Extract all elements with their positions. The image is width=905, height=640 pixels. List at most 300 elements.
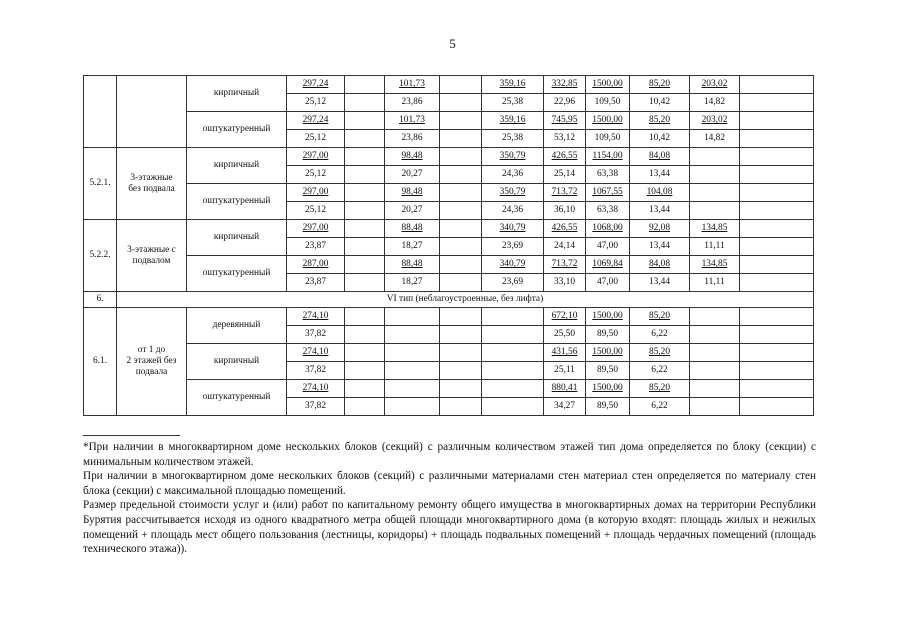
share-value: [440, 166, 482, 184]
cost-value-text: 1500,00: [592, 79, 623, 89]
share-value: [287, 362, 345, 380]
row-description: [117, 148, 187, 220]
cost-value: [385, 256, 440, 274]
cost-value-text: 85,20: [648, 115, 671, 125]
cost-value: [630, 148, 690, 166]
share-value: [440, 398, 482, 416]
cost-value: [482, 344, 544, 362]
cost-value-text: 287,00: [302, 259, 329, 269]
cost-value: [345, 220, 385, 238]
cost-value-text: 274,10: [302, 383, 329, 393]
share-value-text: 89,50: [596, 329, 619, 339]
wall-material: кирпичный: [187, 148, 287, 184]
share-value-text: 18,27: [401, 277, 423, 287]
cost-value: [440, 112, 482, 130]
share-value: [345, 362, 385, 380]
share-value-text: 53,12: [553, 133, 576, 143]
share-value: [482, 202, 544, 220]
cost-value-text: 1069,84: [592, 259, 623, 269]
share-value: [287, 94, 345, 112]
cost-value: [690, 76, 740, 94]
share-value: [385, 94, 440, 112]
cost-value: [482, 148, 544, 166]
share-value: [690, 326, 740, 344]
cost-value-text: 203,02: [701, 115, 728, 125]
cost-value: [690, 380, 740, 398]
cost-value: [740, 76, 814, 94]
table-row: [84, 112, 814, 130]
cost-value-text: 1500,00: [592, 347, 623, 357]
share-value: [440, 238, 482, 256]
wall-material: оштукатуренный: [187, 184, 287, 220]
share-value: [287, 398, 345, 416]
cost-value: [385, 184, 440, 202]
cost-value: [385, 220, 440, 238]
cost-value-text: 297,24: [302, 115, 329, 125]
share-value: [740, 202, 814, 220]
cost-value-text: 134,85: [701, 259, 728, 269]
share-value: [586, 166, 630, 184]
row-code: 6.: [84, 292, 117, 308]
cost-value: [482, 184, 544, 202]
table-row: [84, 184, 814, 202]
cost-value: [690, 220, 740, 238]
share-value-text: 34,27: [553, 401, 576, 411]
share-value: [740, 166, 814, 184]
row-description: [117, 220, 187, 292]
share-value: [287, 130, 345, 148]
share-value: [544, 202, 586, 220]
share-value-text: 37,82: [304, 329, 327, 339]
cost-value: [690, 112, 740, 130]
share-value-text: 33,10: [553, 277, 576, 287]
cost-value-text: 88,48: [401, 259, 423, 269]
share-value-text: 89,50: [596, 401, 619, 411]
share-value-text: 25,38: [501, 97, 524, 107]
share-value: [287, 326, 345, 344]
footnote-paragraph: Размер предельной стоимости услуг и (или) работ по капитальному ремонту общего имущества в многоквартирных домах на территории Республики Бурятия рассчитывается исходя из одного квадратного метра общей площади многоквартирного дома (в которую входят: площадь жилых и нежилых помещений + площадь мест общего пользования (лестницы, коридоры) + площадь подвальных помещений + площадь чердачных помещений (площадь технического этажа)).: [83, 499, 816, 556]
share-value: [385, 274, 440, 292]
share-value-text: 47,00: [596, 241, 619, 251]
cost-value: [586, 308, 630, 326]
share-value-text: 13,44: [648, 241, 671, 251]
share-value-text: 10,42: [648, 97, 671, 107]
share-value: [690, 202, 740, 220]
share-value-text: 63,38: [596, 169, 619, 179]
share-value: [544, 238, 586, 256]
cost-value-text: 85,20: [648, 347, 671, 357]
cost-value: [630, 344, 690, 362]
cost-value-text: 426,55: [551, 151, 578, 161]
cost-value-text: 84,08: [648, 259, 671, 269]
cost-value-text: 297,00: [302, 223, 329, 233]
cost-value: [385, 308, 440, 326]
cost-value: [630, 256, 690, 274]
share-value: [287, 274, 345, 292]
share-value: [345, 398, 385, 416]
cost-value-text: 713,72: [551, 259, 578, 269]
share-value-text: 37,82: [304, 401, 327, 411]
cost-value: [440, 148, 482, 166]
share-value: [586, 274, 630, 292]
share-value-text: 25,12: [304, 169, 327, 179]
share-value: [287, 238, 345, 256]
cost-value: [544, 256, 586, 274]
cost-value: [544, 308, 586, 326]
cost-value: [345, 112, 385, 130]
wall-material: кирпичный: [187, 344, 287, 380]
cost-value-text: 431,56: [551, 347, 578, 357]
cost-value: [630, 184, 690, 202]
cost-value: [690, 344, 740, 362]
table-row: [84, 256, 814, 274]
share-value-text: 63,38: [596, 205, 619, 215]
share-value-text: 20,27: [401, 205, 423, 215]
cost-value: [544, 344, 586, 362]
cost-value: [345, 76, 385, 94]
share-value-text: 10,42: [648, 133, 671, 143]
cost-value: [345, 148, 385, 166]
share-value: [740, 130, 814, 148]
footnote-rule: [83, 435, 180, 436]
share-value: [287, 166, 345, 184]
cost-value: [482, 220, 544, 238]
cost-value: [740, 256, 814, 274]
cost-value: [586, 112, 630, 130]
cost-value: [345, 380, 385, 398]
cost-value: [287, 256, 345, 274]
table-row: [84, 148, 814, 166]
cost-value: [740, 148, 814, 166]
cost-value: [345, 184, 385, 202]
share-value: [345, 326, 385, 344]
cost-value: [440, 76, 482, 94]
share-value: [544, 94, 586, 112]
cost-value: [385, 148, 440, 166]
page-number: 5: [449, 36, 456, 51]
share-value-text: 24,36: [501, 205, 524, 215]
cost-value-text: 88,48: [401, 223, 423, 233]
cost-value: [440, 184, 482, 202]
share-value: [630, 398, 690, 416]
share-value-text: 25,12: [304, 97, 327, 107]
wall-material: оштукатуренный: [187, 256, 287, 292]
cost-value: [630, 380, 690, 398]
table-row: [84, 344, 814, 362]
share-value: [586, 94, 630, 112]
share-value: [385, 202, 440, 220]
share-value: [287, 202, 345, 220]
cost-value: [544, 220, 586, 238]
share-value-text: 89,50: [596, 365, 619, 375]
share-value: [482, 94, 544, 112]
share-value: [345, 130, 385, 148]
share-value: [586, 326, 630, 344]
share-value: [385, 166, 440, 184]
share-value: [586, 362, 630, 380]
cost-value-text: 1068,00: [592, 223, 623, 233]
share-value-text: 14,82: [703, 97, 726, 107]
share-value: [544, 362, 586, 380]
share-value: [630, 202, 690, 220]
row-description: [117, 76, 187, 148]
share-value-text: 25,12: [304, 133, 327, 143]
share-value: [482, 166, 544, 184]
cost-value: [385, 344, 440, 362]
share-value-text: 20,27: [401, 169, 423, 179]
share-value: [690, 362, 740, 380]
share-value: [345, 202, 385, 220]
cost-value: [345, 344, 385, 362]
cost-value: [740, 308, 814, 326]
cost-value-text: 101,73: [399, 79, 425, 89]
cost-value-text: 1067,55: [592, 187, 623, 197]
share-value-text: 18,27: [401, 241, 423, 251]
footnote-paragraph: При наличии в многоквартирном доме нескольких блоков (секций) с различными материалами стен материал стен определяется по материалу стен блока (секции) с максимальной площадью помещений.: [83, 470, 816, 497]
wall-material: кирпичный: [187, 220, 287, 256]
cost-value-text: 713,72: [551, 187, 578, 197]
cost-value: [586, 184, 630, 202]
share-value: [740, 274, 814, 292]
share-value: [544, 398, 586, 416]
row-code: 5.2.1.: [84, 148, 117, 220]
share-value: [630, 130, 690, 148]
share-value-text: 14,82: [703, 133, 726, 143]
wall-material: кирпичный: [187, 76, 287, 112]
share-value: [690, 130, 740, 148]
share-value: [740, 94, 814, 112]
footnotes: [83, 440, 816, 557]
share-value: [440, 274, 482, 292]
share-value-text: 6,22: [651, 365, 668, 375]
description-line: без подвала: [128, 183, 175, 194]
cost-value-text: 203,02: [701, 79, 728, 89]
share-value: [690, 94, 740, 112]
cost-value-text: 85,20: [648, 383, 671, 393]
cost-value-text: 1500,00: [592, 383, 623, 393]
cost-value: [544, 184, 586, 202]
cost-value: [482, 308, 544, 326]
cost-value-text: 134,85: [701, 223, 728, 233]
cost-value-text: 340,79: [499, 259, 526, 269]
share-value-text: 13,44: [648, 205, 671, 215]
cost-value: [630, 112, 690, 130]
cost-value-text: 101,73: [399, 115, 425, 125]
cost-value-text: 1154,00: [592, 151, 623, 161]
cost-value: [287, 344, 345, 362]
share-value-text: 109,50: [594, 97, 621, 107]
share-value: [630, 326, 690, 344]
share-value: [544, 274, 586, 292]
share-value-text: 37,82: [304, 365, 327, 375]
cost-value: [345, 308, 385, 326]
cost-value-text: 350,79: [499, 151, 526, 161]
share-value-text: 23,86: [401, 133, 423, 143]
cost-value: [544, 148, 586, 166]
share-value: [586, 130, 630, 148]
cost-value-text: 85,20: [648, 79, 671, 89]
row-description: [117, 308, 187, 416]
cost-value: [586, 76, 630, 94]
cost-value: [482, 112, 544, 130]
share-value-text: 23,86: [401, 97, 423, 107]
cost-value: [482, 76, 544, 94]
cost-value: [630, 220, 690, 238]
share-value-text: 23,69: [501, 241, 524, 251]
cost-value: [440, 380, 482, 398]
share-value: [440, 202, 482, 220]
cost-value: [287, 112, 345, 130]
share-value-text: 25,12: [304, 205, 327, 215]
share-value: [630, 274, 690, 292]
share-value: [482, 238, 544, 256]
share-value-text: 47,00: [596, 277, 619, 287]
share-value: [630, 238, 690, 256]
cost-value: [630, 308, 690, 326]
cost-value: [690, 308, 740, 326]
share-value-text: 11,11: [704, 241, 725, 251]
cost-value-text: 98,48: [401, 187, 423, 197]
cost-value: [544, 112, 586, 130]
description-line: 3-этажные: [130, 172, 173, 183]
cost-value-text: 84,08: [648, 151, 671, 161]
share-value: [482, 326, 544, 344]
share-value: [740, 326, 814, 344]
cost-value: [385, 380, 440, 398]
cost-value: [740, 112, 814, 130]
share-value: [690, 398, 740, 416]
cost-value: [385, 112, 440, 130]
cost-value: [740, 344, 814, 362]
share-value: [440, 362, 482, 380]
share-value: [690, 166, 740, 184]
share-value: [345, 166, 385, 184]
share-value: [385, 362, 440, 380]
cost-value-text: 340,79: [499, 223, 526, 233]
share-value: [586, 202, 630, 220]
cost-value: [287, 380, 345, 398]
share-value-text: 23,87: [304, 277, 327, 287]
share-value: [740, 238, 814, 256]
cost-value-text: 350,79: [499, 187, 526, 197]
share-value-text: 13,44: [648, 277, 671, 287]
cost-value: [385, 76, 440, 94]
cost-value: [690, 184, 740, 202]
share-value: [385, 326, 440, 344]
cost-value-text: 297,00: [302, 187, 329, 197]
table-row: [84, 220, 814, 238]
share-value: [544, 326, 586, 344]
share-value-text: 36,10: [553, 205, 576, 215]
description-line: от 1 до: [137, 345, 166, 355]
section-title: VI тип (неблагоустроенные, без лифта): [117, 292, 814, 308]
share-value: [385, 398, 440, 416]
cost-value-text: 359,16: [499, 79, 526, 89]
wall-material: оштукатуренный: [187, 380, 287, 416]
share-value: [544, 130, 586, 148]
description-line: 3-этажные с: [127, 244, 176, 255]
cost-value: [440, 344, 482, 362]
cost-value: [287, 220, 345, 238]
share-value: [345, 238, 385, 256]
share-value-text: 23,87: [304, 241, 327, 251]
table-row: [84, 380, 814, 398]
share-value-text: 6,22: [651, 329, 668, 339]
description-line: подвала: [135, 367, 168, 377]
share-value: [440, 326, 482, 344]
share-value: [440, 130, 482, 148]
cost-value-text: 426,55: [551, 223, 578, 233]
cost-value-text: 745,95: [551, 115, 578, 125]
share-value: [690, 238, 740, 256]
cost-value-text: 104,08: [646, 187, 673, 197]
share-value: [740, 398, 814, 416]
cost-value: [586, 148, 630, 166]
cost-value: [586, 344, 630, 362]
share-value: [345, 274, 385, 292]
cost-value-text: 297,24: [302, 79, 329, 89]
share-value: [586, 398, 630, 416]
share-value-text: 24,14: [553, 241, 576, 251]
wall-material: деревянный: [187, 308, 287, 344]
cost-value: [440, 220, 482, 238]
cost-value-text: 92,08: [648, 223, 671, 233]
cost-value: [440, 256, 482, 274]
cost-value: [482, 256, 544, 274]
cost-value: [287, 184, 345, 202]
share-value-text: 25,11: [554, 365, 575, 375]
share-value-text: 109,50: [594, 133, 621, 143]
share-value: [544, 166, 586, 184]
share-value-text: 25,50: [553, 329, 576, 339]
cost-value-text: 1500,00: [592, 311, 623, 321]
share-value-text: 23,69: [501, 277, 524, 287]
cost-value: [440, 308, 482, 326]
share-value: [630, 94, 690, 112]
cost-value: [740, 380, 814, 398]
share-value: [440, 94, 482, 112]
table-row: [84, 76, 814, 94]
cost-value: [287, 148, 345, 166]
cost-value: [740, 220, 814, 238]
cost-value-text: 297,00: [302, 151, 329, 161]
cost-value: [586, 220, 630, 238]
share-value-text: 11,11: [704, 277, 725, 287]
cost-value-text: 85,20: [648, 311, 671, 321]
cost-value-text: 98,48: [401, 151, 423, 161]
cost-value-text: 880,41: [551, 383, 578, 393]
cost-value-text: 274,10: [302, 347, 329, 357]
cost-value: [690, 148, 740, 166]
share-value: [385, 130, 440, 148]
share-value: [345, 94, 385, 112]
share-value-text: 22,96: [553, 97, 576, 107]
share-value-text: 24,36: [501, 169, 524, 179]
share-value: [482, 130, 544, 148]
cost-value-text: 274,10: [302, 311, 329, 321]
cost-value: [345, 256, 385, 274]
share-value: [630, 166, 690, 184]
wall-material: оштукатуренный: [187, 112, 287, 148]
share-value: [630, 362, 690, 380]
share-value: [740, 362, 814, 380]
share-value-text: 13,44: [648, 169, 671, 179]
row-code: 6.1.: [84, 308, 117, 416]
cost-value: [482, 380, 544, 398]
table-body: [84, 76, 814, 416]
cost-value: [287, 76, 345, 94]
cost-limits-table: [83, 75, 814, 416]
